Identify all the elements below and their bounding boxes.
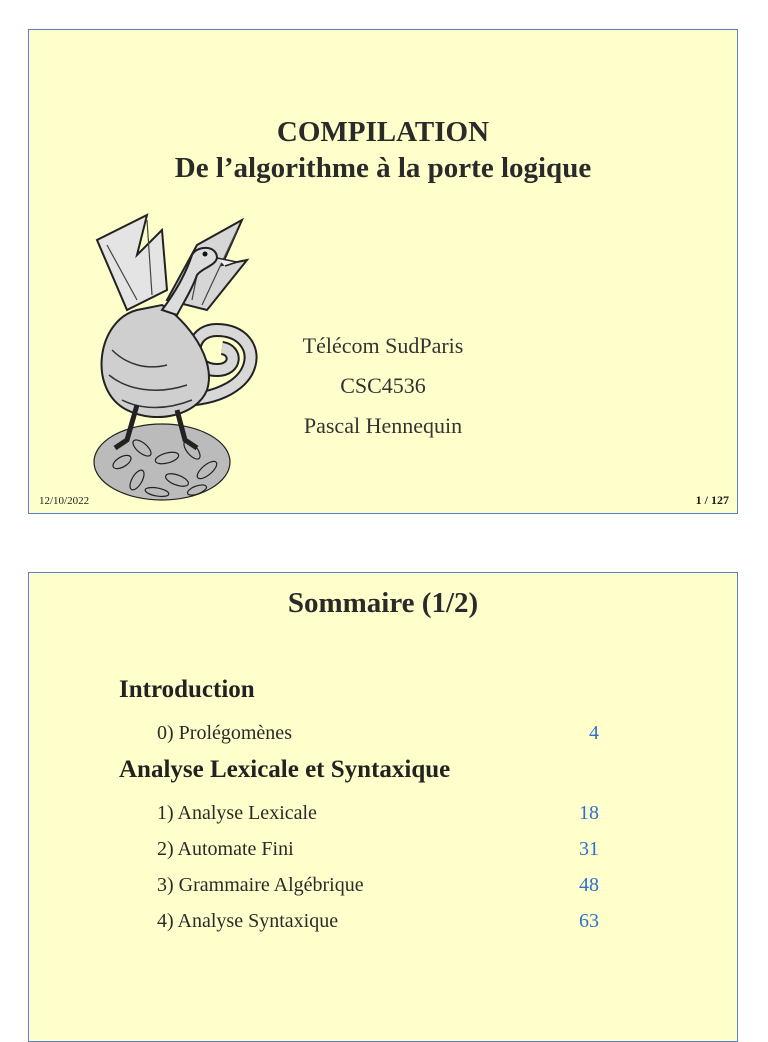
section-heading-introduction: Introduction bbox=[119, 676, 255, 703]
toc-item[interactable] bbox=[157, 798, 599, 828]
course-code: CSC4536 bbox=[340, 373, 426, 398]
section-heading-analyse: Analyse Lexicale et Syntaxique bbox=[119, 756, 451, 783]
toc-item-label: 3) Grammaire Algébrique bbox=[157, 874, 364, 896]
title-slide bbox=[28, 29, 738, 514]
institution: Télécom SudParis bbox=[302, 333, 464, 358]
author-name: Pascal Hennequin bbox=[303, 413, 463, 438]
toc-item[interactable] bbox=[157, 834, 599, 864]
toc-item-label: 1) Analyse Lexicale bbox=[157, 802, 317, 824]
toc-item[interactable] bbox=[157, 870, 599, 900]
title-line-1: COMPILATION bbox=[276, 116, 490, 148]
toc-item-page[interactable]: 48 bbox=[579, 874, 599, 896]
slide-date: 12/10/2022 bbox=[39, 495, 90, 507]
slide-title bbox=[29, 114, 737, 186]
toc-item-page[interactable]: 4 bbox=[589, 722, 599, 744]
dragon-illustration bbox=[67, 200, 267, 505]
toc-title: Sommaire (1/2) bbox=[287, 587, 479, 619]
author-block bbox=[283, 326, 483, 446]
toc-item-page[interactable]: 31 bbox=[579, 838, 599, 860]
toc-item[interactable] bbox=[157, 718, 599, 748]
toc-item-label: 4) Analyse Syntaxique bbox=[157, 910, 339, 932]
title-line-2: De l’algorithme à la porte logique bbox=[174, 152, 592, 184]
toc-item-label: 0) Prolégomènes bbox=[157, 722, 292, 744]
toc-item-page[interactable]: 63 bbox=[579, 910, 599, 932]
toc-item-page[interactable]: 18 bbox=[579, 802, 599, 824]
toc-item[interactable] bbox=[157, 906, 599, 936]
toc-item-label: 2) Automate Fini bbox=[157, 838, 294, 860]
page-number: 1 / 127 bbox=[695, 493, 729, 507]
toc-slide bbox=[28, 572, 738, 1042]
